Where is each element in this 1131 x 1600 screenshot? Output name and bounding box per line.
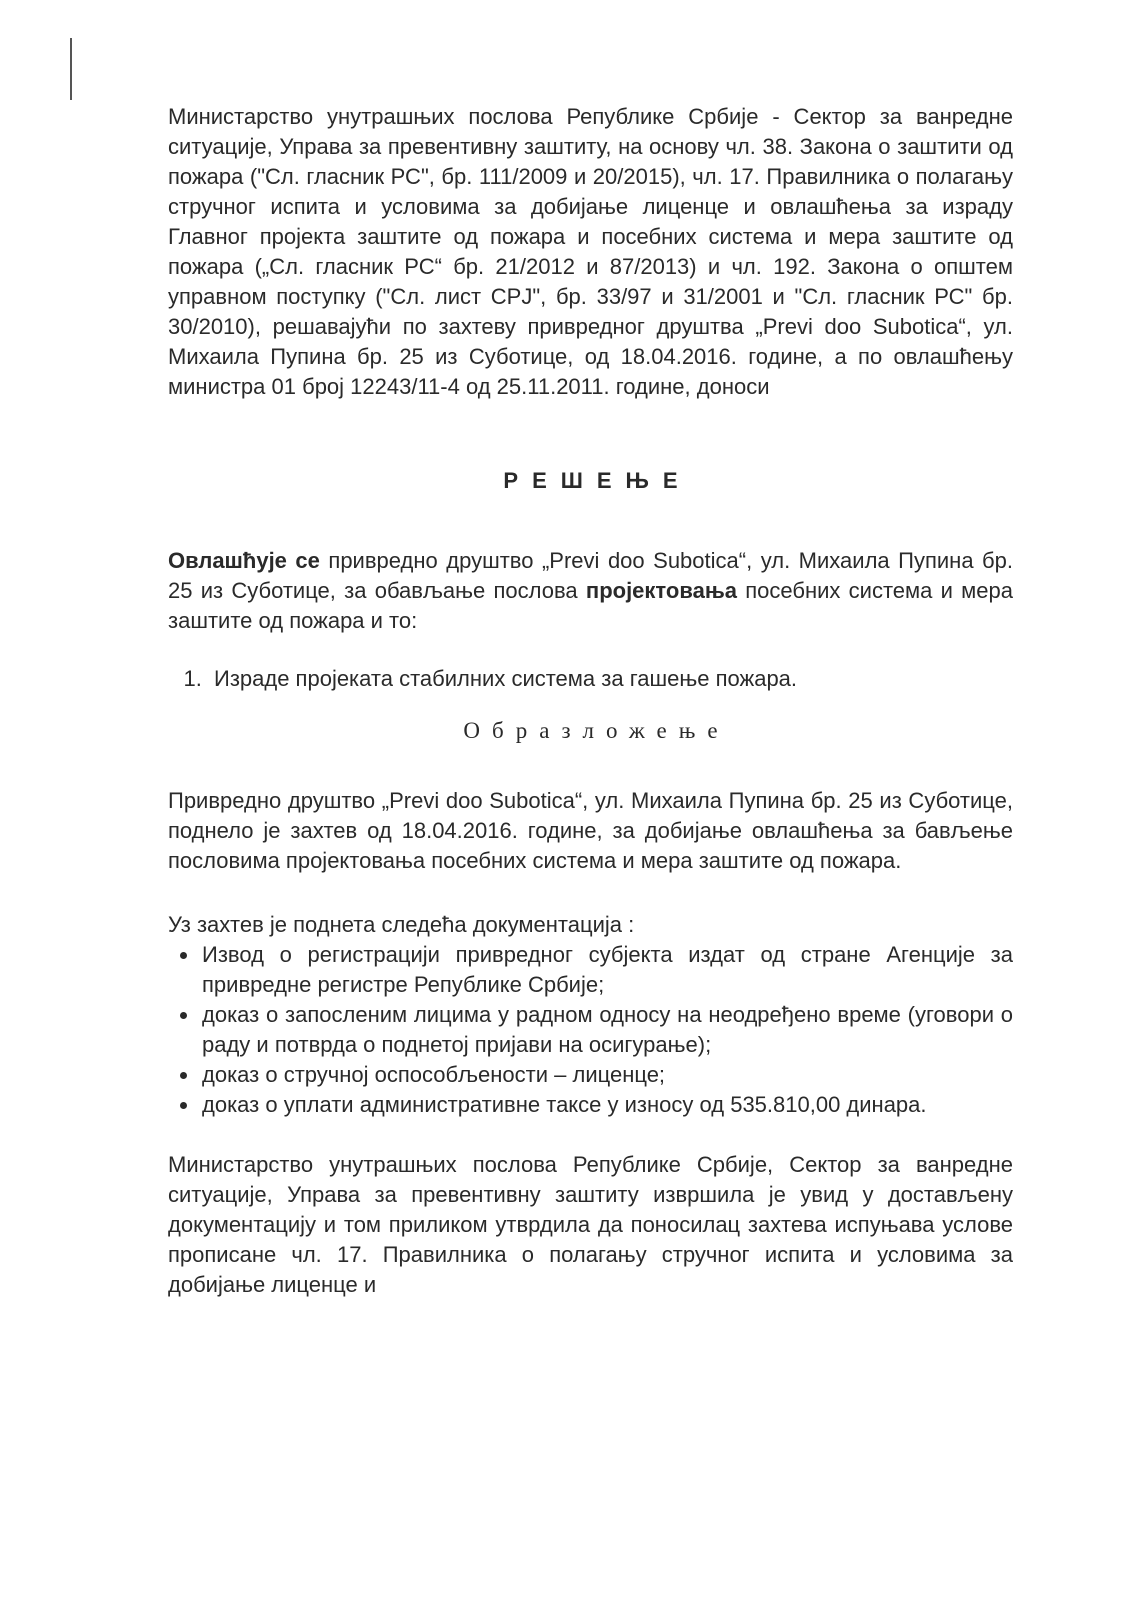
decision-text-2: посебних система и мера заштите од пожара и то:: [168, 578, 1014, 633]
decision-bold-start: Овлашћује се: [168, 548, 320, 573]
docs-intro: Уз захтев је поднета следећа документација :: [168, 912, 635, 937]
final-paragraph: Министарство унутрашњих послова Републике Србије, Сектор за ванредне ситуације, Управа за превентивну заштиту извршила је увид у достављену документацију и том приликом утврдила да поносилац захтева испуњава услове прописане чл. 17. Правилника о полагању стручног испита и условима за добијање лиценце и: [168, 1152, 1013, 1297]
document-item: • доказ о запосленим лицима у радном односу на неодређено време (уговори о раду и потврда о поднетој пријави на осигурање);: [200, 1000, 1013, 1060]
decision-text-1: привредно друштво „Previ doo Subotica“, ул. Михаила Пупина бр. 25 из Суботице, за обављање послова: [168, 548, 1014, 603]
documents-list: [168, 940, 1013, 1120]
document-item: • доказ о стручној оспособљености – лиценце;: [200, 1060, 1013, 1090]
margin-mark: [70, 38, 72, 100]
intro-paragraph: Министарство унутрашњих послова Републике Србије - Сектор за ванредне ситуације, Управа за превентивну заштиту, на основу чл. 38. Закона о заштити од пожара ("Сл. гласник РС", бр. 111/2009 и 20/2015), чл. 17. Правилника о полагању стручног испита и условима за добијање лиценце и овлашћења за израду Главног пројекта заштите од пожара и посебних система и мера заштите од пожара („Сл. гласник РС“ бр. 21/2012 и 87/2013) и чл. 192. Закона о општем управном поступку ("Сл. лист СРЈ", бр. 33/97 и 31/2001 и "Сл. гласник РС" бр. 30/2010), решавајући по захтеву привредног друштва „Previ doo Subotica“, ул. Михаила Пупина бр. 25 из Суботице, од 18.04.2016. године, а по овлашћењу министра 01 број 12243/11-4 од 25.11.2011. године, доноси: [168, 104, 1013, 399]
explanation-paragraph: Привредно друштво „Previ doo Subotica“, ул. Михаила Пупина бр. 25 из Суботице, поднело је захтев од 18.04.2016. године, за добијање овлашћења за бављење пословима пројектовања посебних система и мера заштите од пожара.: [168, 788, 1013, 873]
decision-paragraph: [168, 546, 1013, 636]
decision-bold-mid: пројектовања: [585, 578, 737, 603]
decision-items: [168, 664, 1013, 694]
document-item: • доказ о уплати административне таксе у износу од 535.810,00 динара.: [200, 1090, 1013, 1120]
document-page: [168, 102, 1013, 1300]
decision-item: 1. Израде пројеката стабилних система за гашење пожара.: [208, 664, 1013, 694]
document-item: • Извод о регистрацији привредног субјекта издат од стране Агенције за привредне регистре Републике Србије;: [200, 940, 1013, 1000]
decision-heading: РЕШЕЊЕ: [503, 468, 692, 493]
explanation-heading: Образложење: [463, 718, 730, 743]
